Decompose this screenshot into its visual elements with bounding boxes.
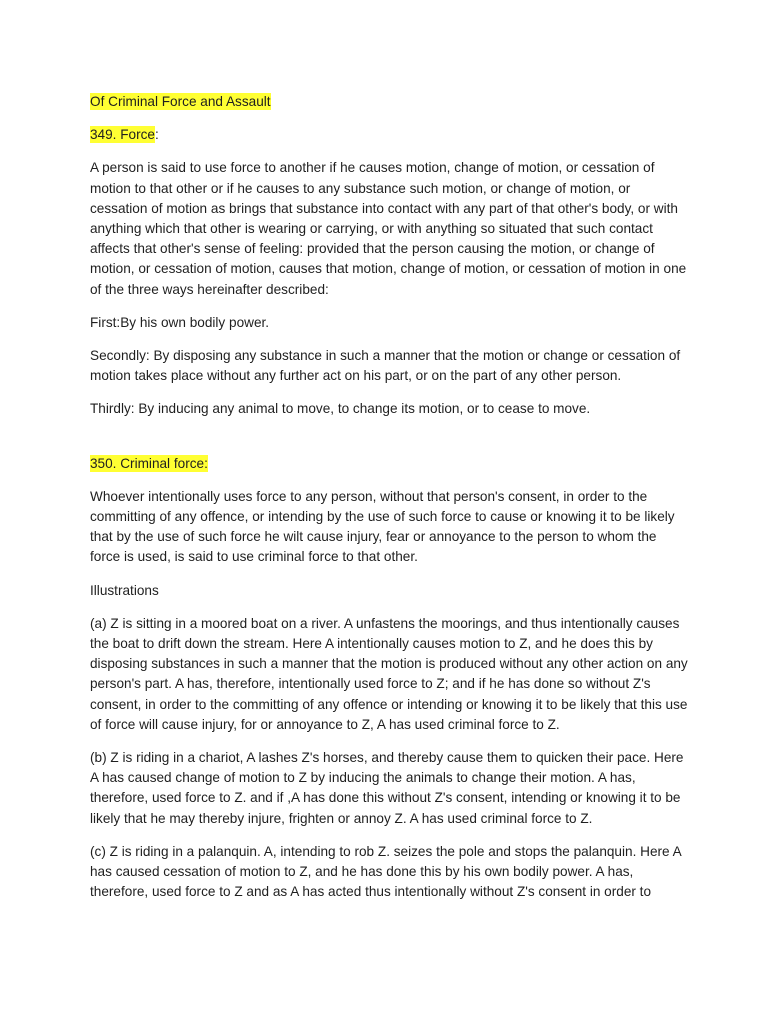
- illustration-c: (c) Z is riding in a palanquin. A, intending to rob Z. seizes the pole and stops the palanquin. Here A has caused cessation of motion to Z, and he has done this by his own bodily power. A has, therefore, used force to Z and as A has acted thus intentionally without Z's consent in order to: [90, 843, 681, 900]
- section-349-definition: A person is said to use force to another if he causes motion, change of motion, or cessation of motion to that other or if he causes to any substance such motion, or change of motion, or cessation of motion as brings that substance into contact with any part of that other's body, or with anything which that other is wearing or carrying, or with anything so situated that such contact affects that other's sense of feeling: provided that the person causing the motion, or change of motion, or cessation of motion, causes that motion, change of motion, or cessation of motion in one of the three ways hereinafter described:: [90, 160, 687, 297]
- heading-highlight: Of Criminal Force and Assault: [90, 94, 271, 109]
- section-349-title-highlight: 349. Force: [90, 127, 155, 143]
- section-350-title-highlight: 350. Criminal force:: [90, 455, 208, 471]
- document-heading: [90, 92, 690, 112]
- section-350-definition: Whoever intentionally uses force to any person, without that person's consent, in order to the committing of any offence, or intending by the use of such force to cause or knowing it to be likely that by the use of such force he wilt cause injury, fear or annoyance to the person to whom the force is used, is said to use criminal force to that other.: [90, 488, 675, 565]
- section-spacer: [90, 433, 690, 454]
- document-page: [90, 92, 690, 916]
- section-349-title: [90, 125, 690, 145]
- illustrations-label: Illustrations: [90, 582, 159, 598]
- section-349-first: First:By his own bodily power.: [90, 314, 270, 330]
- illustration-a: (a) Z is sitting in a moored boat on a river. A unfastens the moorings, and thus intentionally causes the boat to drift down the stream. Here A intentionally causes motion to Z, and he does this by disposing substances in such a manner that the motion is produced without any other action on any person's part. A has, therefore, intentionally used force to Z; and if he has done so without Z's consent, in order to the committing of any offence or intending or knowing it to be likely that this use of force will cause injury, for or annoyance to Z, A has used criminal force to Z.: [90, 615, 688, 732]
- section-349-title-suffix: :: [154, 127, 159, 143]
- section-349-secondly: Secondly: By disposing any substance in such a manner that the motion or change or cessation of motion takes place without any further act on his part, or on the part of any other person.: [90, 348, 681, 384]
- illustration-b: (b) Z is riding in a chariot, A lashes Z's horses, and thereby cause them to quicken their pace. Here A has caused change of motion to Z by inducing the animals to change their motion. A has, therefore, used force to Z. and if ,A has done this without Z's consent, intending or knowing it to be likely that he may thereby injure, frighten or annoy Z. A has used criminal force to Z.: [90, 750, 684, 826]
- section-349-thirdly: Thirdly: By inducing any animal to move, to change its motion, or to cease to move.: [90, 401, 591, 417]
- section-350-title: [90, 454, 690, 474]
